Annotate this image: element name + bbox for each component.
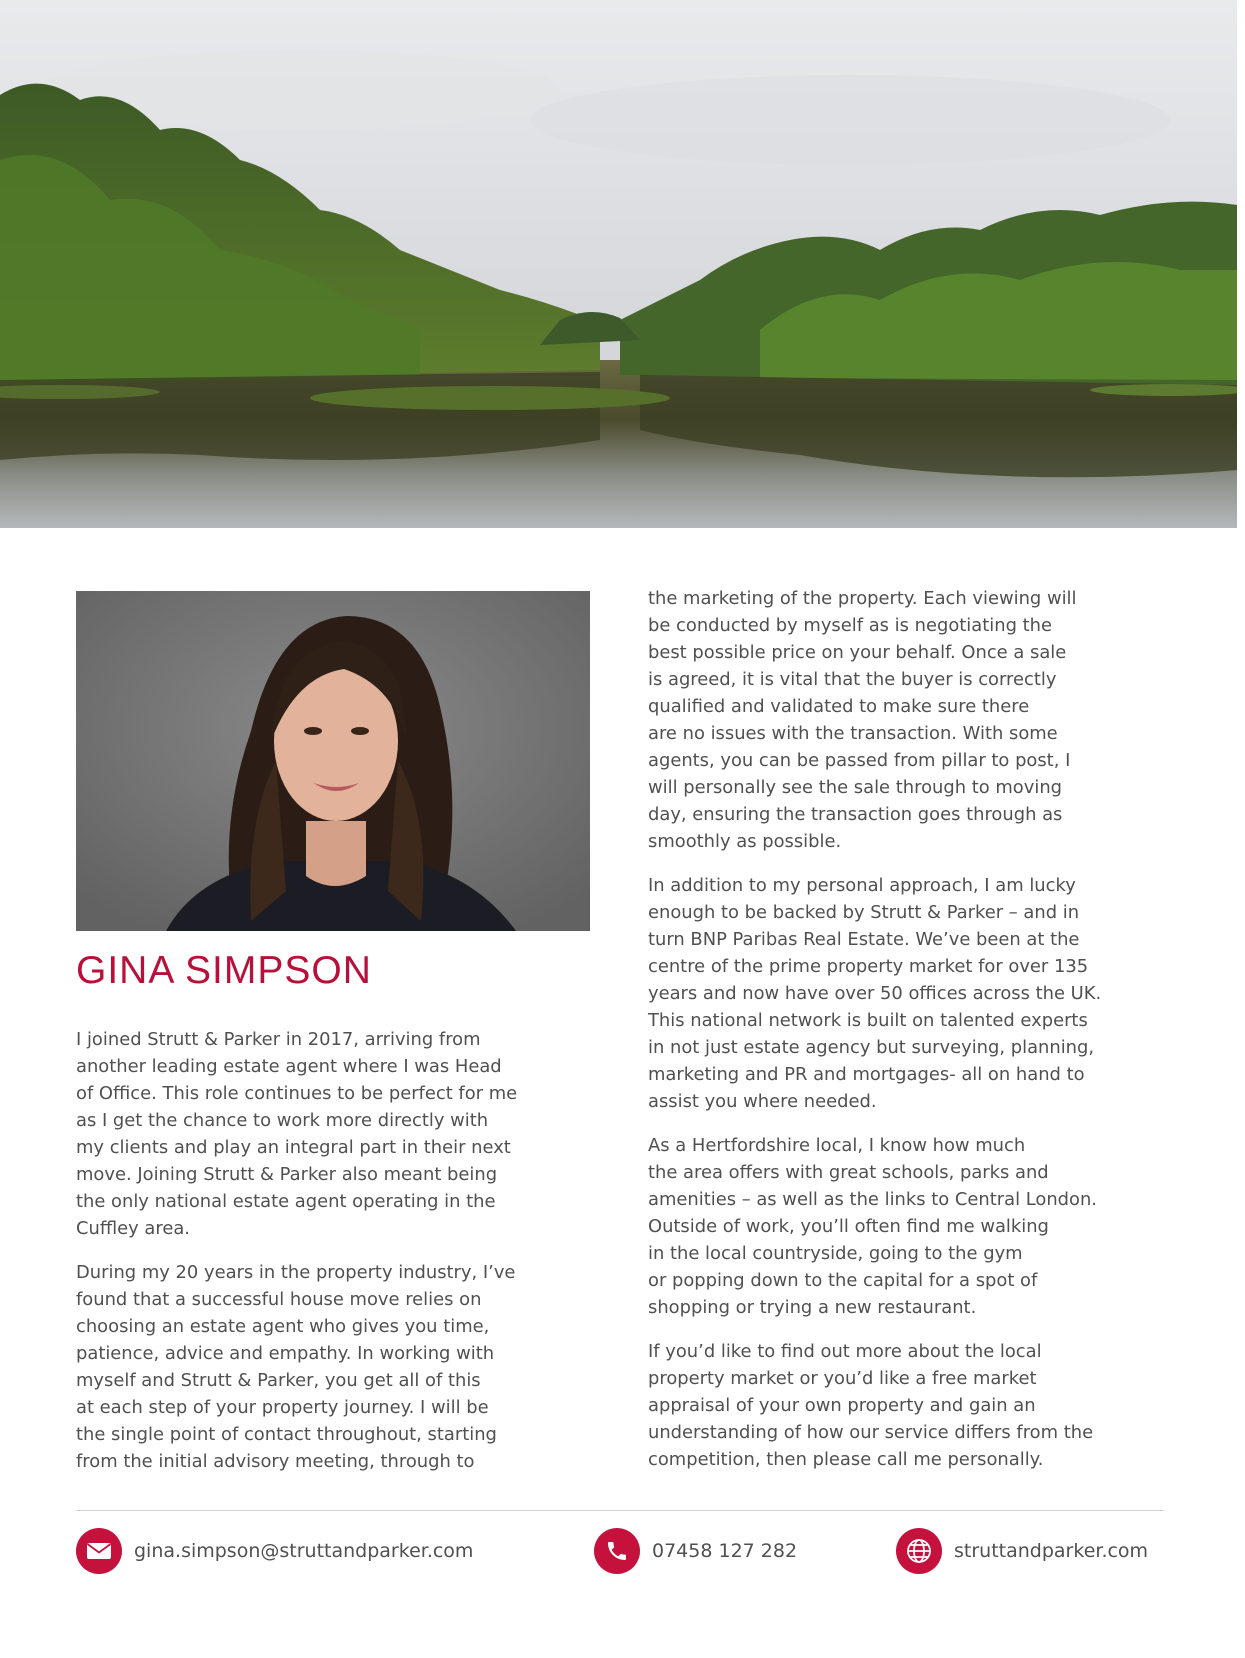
- contact-phone[interactable]: [594, 1527, 797, 1575]
- envelope-icon: [76, 1528, 122, 1574]
- website-link[interactable]: struttandparker.com: [954, 1540, 1149, 1562]
- profile-name: GINA SIMPSON: [76, 949, 372, 992]
- left-text-column: [76, 1026, 596, 1492]
- bio-paragraph: the marketing of the property. Each viewing will be conducted by myself as is negotiating the best possible price on your behalf. Once a sale is agreed, it is vital that the buyer is correctly qualified and validated to make sure there are no issues with the transaction. With some agents, you can be passed from pillar to post, I will personally see the sale through to moving day, ensuring the transaction goes through as smoothly as possible.: [648, 588, 1077, 852]
- bio-paragraph: During my 20 years in the property industry, I’ve found that a successful house move relies on choosing an estate agent who gives you time, patience, advice and empathy. In working with myself and Strutt & Parker, you get all of this at each step of your property journey. I will be the single point of contact throughout, starting from the initial advisory meeting, through to: [76, 1262, 516, 1472]
- contact-divider: [76, 1510, 1164, 1511]
- bio-paragraph: I joined Strutt & Parker in 2017, arriving from another leading estate agent where I was Head of Office. This role continues to be perfect for me as I get the chance to work more directly with my clients and play an integral part in their next move. Joining Strutt & Parker also meant being the only national estate agent operating in the Cuffley area.: [76, 1029, 518, 1239]
- profile-portrait-photo: [76, 591, 590, 931]
- hero-landscape-image: [0, 0, 1237, 528]
- bio-paragraph: As a Hertfordshire local, I know how much the area offers with great schools, parks and amenities – as well as the links to Central London. Outside of work, you’ll often find me walking in the local countryside, going to the gym or popping down to the capital for a spot of shopping or trying a new restaurant.: [648, 1135, 1097, 1318]
- contact-email[interactable]: [76, 1527, 473, 1575]
- contact-website[interactable]: [896, 1527, 1148, 1575]
- phone-number[interactable]: 07458 127 282: [652, 1540, 798, 1562]
- right-text-column: [648, 585, 1188, 1490]
- bio-paragraph: If you’d like to find out more about the local property market or you’d like a free market appraisal of your own property and gain an understanding of how our service differs from the competition, then please call me personally.: [648, 1341, 1094, 1470]
- phone-icon: [594, 1528, 640, 1574]
- email-link[interactable]: gina.simpson@struttandparker.com: [134, 1540, 474, 1562]
- globe-icon: [896, 1528, 942, 1574]
- bio-paragraph: In addition to my personal approach, I am lucky enough to be backed by Strutt & Parker – and in turn BNP Paribas Real Estate. We’ve been at the centre of the prime property market for over 135 years and now have over 50 offices across the UK. This national network is built on talented experts in not just estate agency but surveying, planning, marketing and PR and mortgages- all on hand to assist you where needed.: [648, 875, 1102, 1112]
